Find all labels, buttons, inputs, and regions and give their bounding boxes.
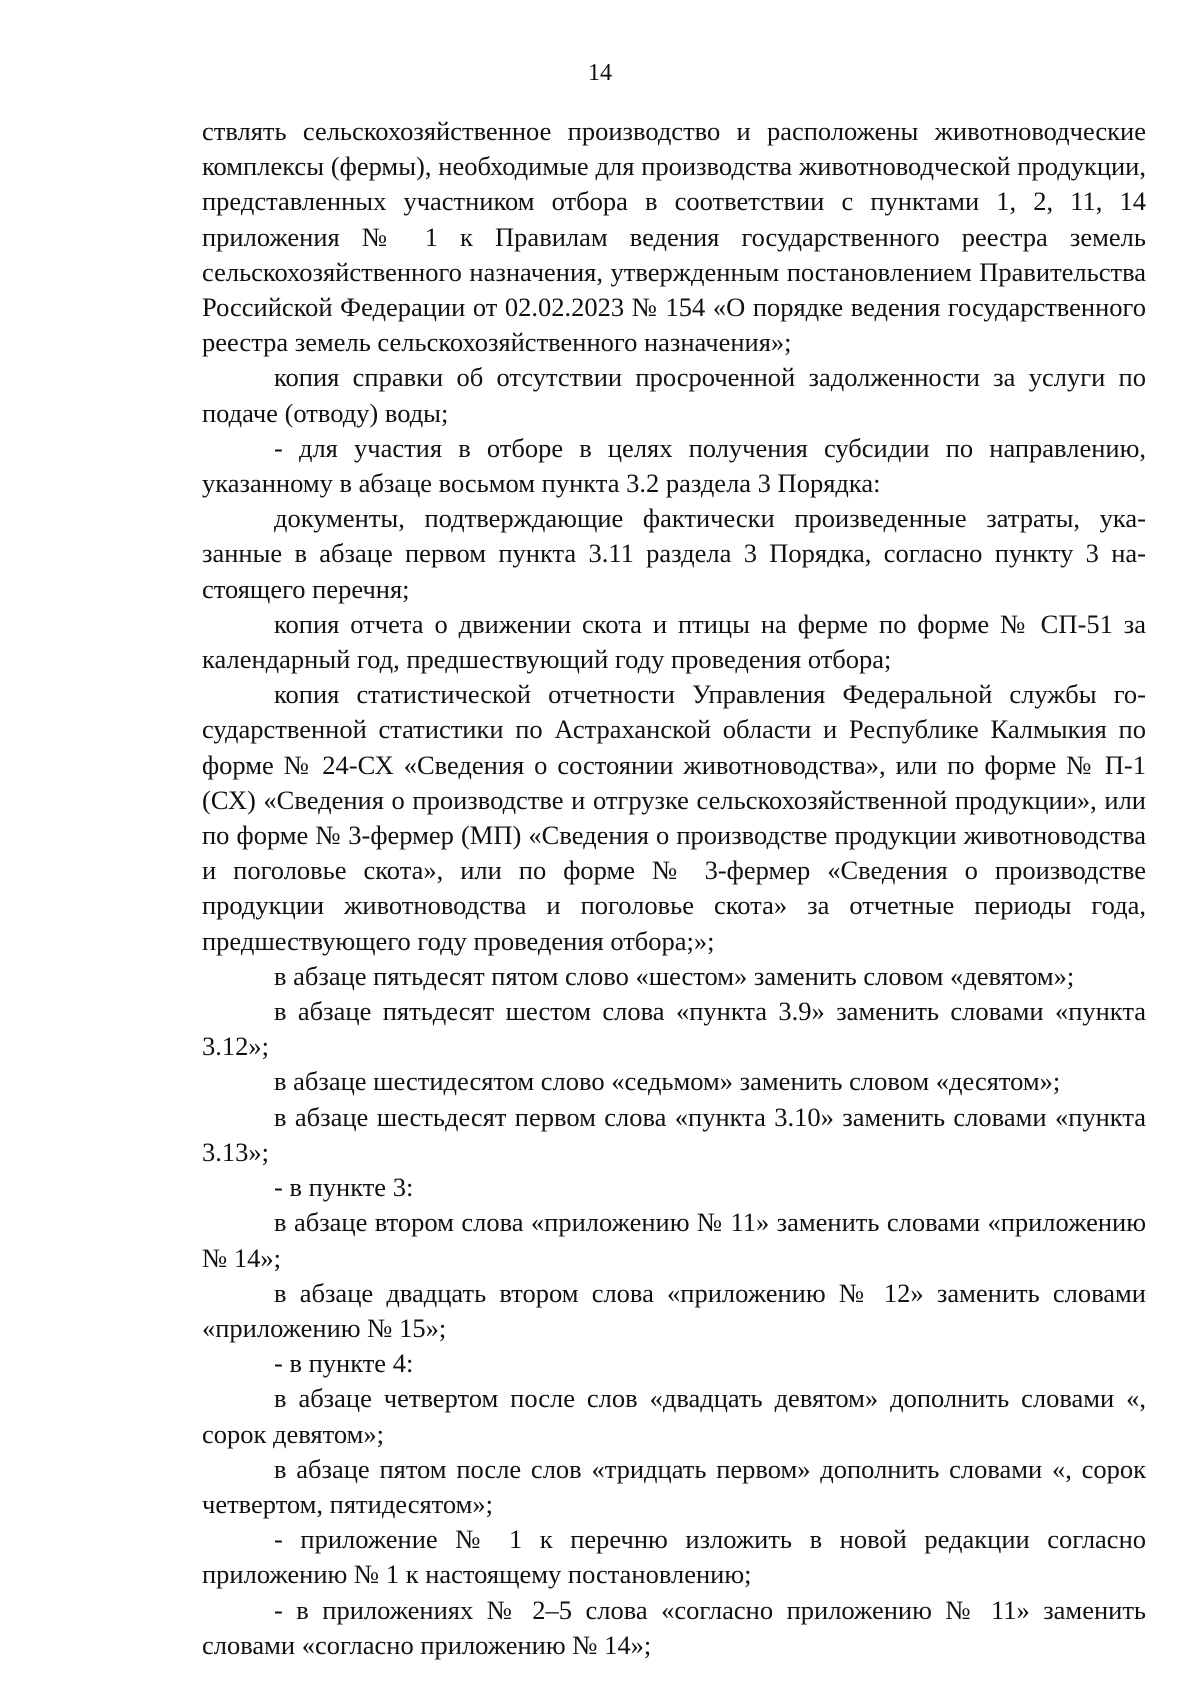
paragraph: в абзаце четвертом после слов «двадцать девятом» дополнить словами «, сорок девятом»; xyxy=(202,1383,1146,1449)
paragraph: в абзаце шестидесятом слово «седьмом» заменить словом «десятом»; xyxy=(274,1066,1061,1097)
paragraph: - в пункте 4: xyxy=(274,1348,414,1379)
paragraph: ствлять сельскохозяйственное производство и расположены животноводческие комплексы (фермы), необходимые для производства животноводческой продукции, представленных участником отбора в соответствии с пунктами 1, 2, 11, 14 приложения № 1 к Правилам ведения государственного реестра земель сельскохозяйственного назначения, утвержденным постановлением Правительства Российской Федерации от 02.02.2023 № 154 «О порядке ведения государственного реестра земель сельскохозяйственного назначения»; xyxy=(202,116,1146,358)
paragraph: в абзаце шестьдесят первом слова «пункта 3.10» заменить словами «пункта 3.13»; xyxy=(202,1101,1146,1167)
paragraph: в абзаце пятьдесят пятом слово «шестом» заменить словом «девятом»; xyxy=(274,960,1075,991)
paragraph: копия справки об отсутствии просроченной задолженности за услуги по подаче (отводу) воды; xyxy=(202,362,1146,428)
paragraph: - приложение № 1 к перечню изложить в новой редакции согласно приложению № 1 к настоящему постановлению; xyxy=(202,1524,1146,1590)
paragraph: - для участия в отборе в целях получения субсидии по направлению, указанному в абзаце восьмом пункта 3.2 раздела 3 Порядка: xyxy=(202,432,1146,499)
paragraph: копия статистической отчетности Управления Федеральной службы государственной статистики по Астраханской области и Республике Калмыкия по форме № 24-СХ «Сведения о состоянии животноводства», или по форме № П-1 (СХ) «Сведения о производстве и отгрузке сельскохозяйственной продукции», или по форме № 3-фермер (МП) «Сведения о производстве продукции животноводства и поголовье скота», или по форме № 3-фермер «Сведения о производстве продукции животноводства и поголовье скота» за отчетные периоды года, предшествующего году проведения отбора;»; xyxy=(202,679,1146,956)
paragraph: в абзаце двадцать втором слова «приложению № 12» заменить словами «приложению № 15»; xyxy=(202,1277,1146,1343)
paragraph: в абзаце пятьдесят шестом слова «пункта 3.9» заменить словами «пункта 3.12»; xyxy=(202,996,1146,1062)
document-body xyxy=(202,114,1146,1663)
paragraph: - в пункте 3: xyxy=(274,1172,414,1203)
paragraph: документы, подтверждающие фактически произведенные затраты, указанные в абзаце первом пункта 3.11 раздела 3 Порядка, согласно пункту 3 настоящего перечня; xyxy=(202,503,1146,604)
page-number: 14 xyxy=(588,60,612,86)
paragraph: - в приложениях № 2–5 слова «согласно приложению № 11» заменить словами «согласно приложению № 14»; xyxy=(202,1594,1146,1660)
paragraph: в абзаце втором слова «приложению № 11» заменить словами «приложению № 14»; xyxy=(202,1207,1146,1273)
paragraph: копия отчета о движении скота и птицы на ферме по форме № СП-51 за календарный год, предшествующий году проведения отбора; xyxy=(202,608,1146,675)
paragraph: в абзаце пятом после слов «тридцать первом» дополнить словами «, сорок четвертом, пятидесятом»; xyxy=(202,1453,1146,1519)
